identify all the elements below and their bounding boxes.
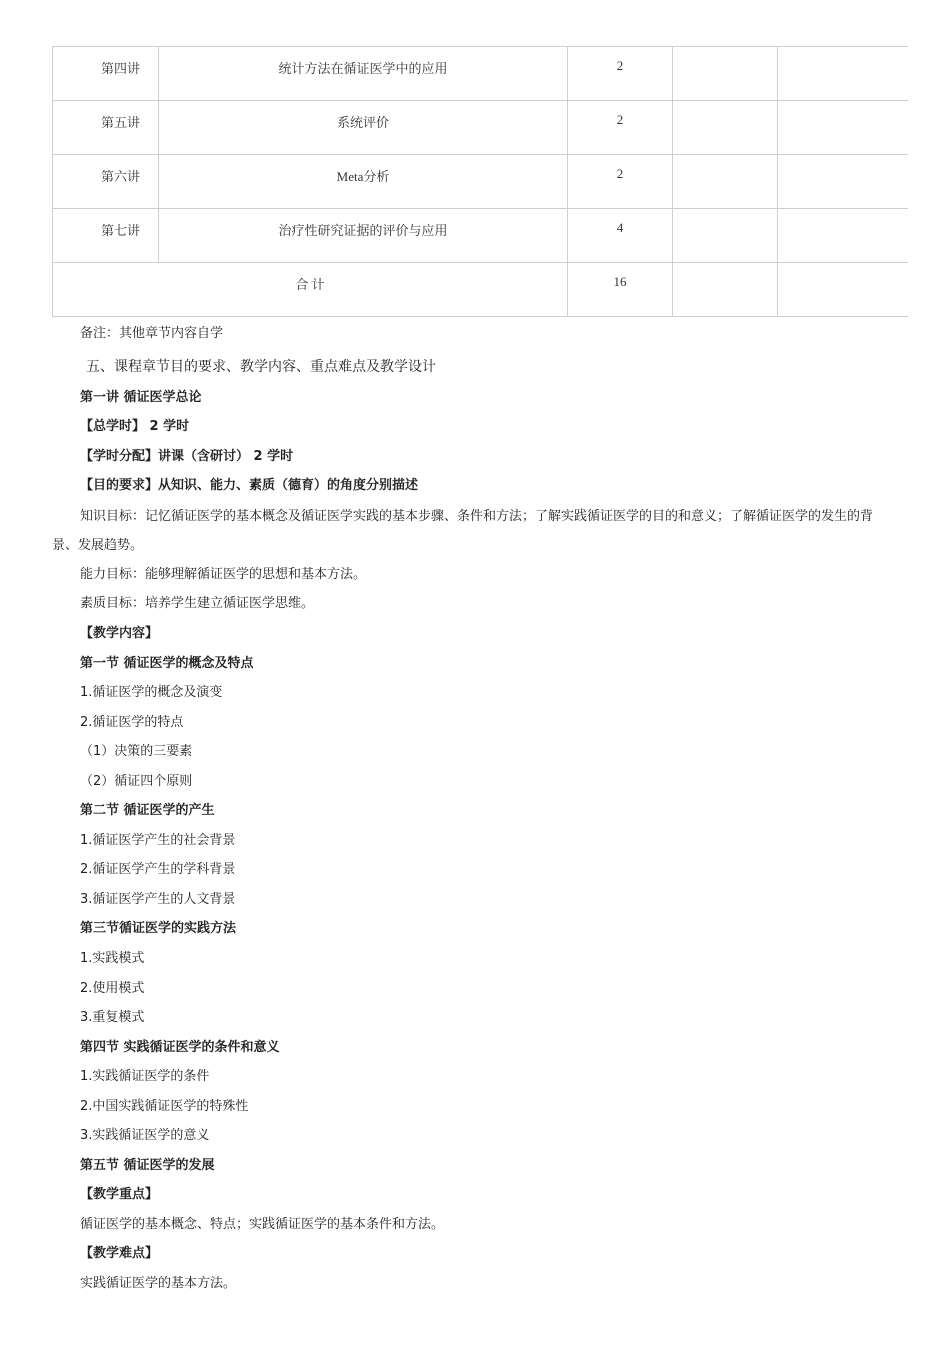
hours-cell: 4 (568, 209, 673, 263)
list-item: 1.实践循证医学的条件 (80, 1069, 210, 1084)
empty-cell (778, 209, 908, 263)
empty-cell (673, 155, 778, 209)
empty-cell (673, 101, 778, 155)
list-item: 3.实践循证医学的意义 (80, 1128, 210, 1143)
total-hours-cell: 16 (568, 263, 673, 317)
ability-goal: 能力目标：能够理解循证医学的思想和基本方法。 (80, 567, 367, 582)
section-heading: 五、课程章节目的要求、教学内容、重点难点及教学设计 (86, 359, 436, 375)
topic-cell: 治疗性研究证据的评价与应用 (159, 209, 568, 263)
empty-cell (673, 209, 778, 263)
hours-table (52, 46, 908, 317)
list-item: 2.循证医学产生的学科背景 (80, 862, 236, 877)
lecture-cell: 第六讲 (53, 155, 159, 209)
key-points: 循证医学的基本概念、特点；实践循证医学的基本条件和方法。 (80, 1217, 445, 1232)
list-item: 3.循证医学产生的人文背景 (80, 892, 236, 907)
list-item: 1.循证医学产生的社会背景 (80, 833, 236, 848)
empty-cell (778, 155, 908, 209)
hours-distribution: 【学时分配】讲课（含研讨） 2 学时 (80, 449, 294, 464)
topic-cell: 统计方法在循证医学中的应用 (159, 47, 568, 101)
empty-cell (778, 101, 908, 155)
quality-goal: 素质目标：培养学生建立循证医学思维。 (80, 596, 315, 611)
list-item: 1.实践模式 (80, 951, 145, 966)
sec3-title: 第三节循证医学的实践方法 (80, 921, 237, 936)
sec5-title: 第五节 循证医学的发展 (80, 1158, 215, 1173)
list-item: 2.循证医学的特点 (80, 715, 184, 730)
sec2-title: 第二节 循证医学的产生 (80, 803, 215, 818)
hours-cell: 2 (568, 47, 673, 101)
table-row (53, 155, 908, 209)
sec4-title: 第四节 实践循证医学的条件和意义 (80, 1040, 280, 1055)
empty-cell (673, 47, 778, 101)
sec1-title: 第一节 循证医学的概念及特点 (80, 656, 254, 671)
lecture-cell: 第五讲 (53, 101, 159, 155)
hours-cell: 2 (568, 101, 673, 155)
table-row (53, 47, 908, 101)
total-label-cell: 合 计 (53, 263, 568, 317)
empty-cell (778, 263, 908, 317)
key-points-heading: 【教学重点】 (80, 1187, 159, 1202)
table-row (53, 101, 908, 155)
topic-cell: 系统评价 (159, 101, 568, 155)
objectives-heading: 【目的要求】从知识、能力、素质（德育）的角度分别描述 (80, 478, 419, 493)
empty-cell (778, 47, 908, 101)
lecture-title: 第一讲 循证医学总论 (80, 390, 202, 405)
content-heading: 【教学内容】 (80, 626, 159, 641)
table-row (53, 209, 908, 263)
difficulties: 实践循证医学的基本方法。 (80, 1276, 237, 1291)
lecture-cell: 第七讲 (53, 209, 159, 263)
list-item: 1.循证医学的概念及演变 (80, 685, 223, 700)
difficulties-heading: 【教学难点】 (80, 1246, 159, 1261)
list-item: （2）循证四个原则 (80, 774, 193, 789)
empty-cell (673, 263, 778, 317)
list-item: （1）决策的三要素 (80, 744, 193, 759)
list-item: 3.重复模式 (80, 1010, 145, 1025)
list-item: 2.中国实践循证医学的特殊性 (80, 1099, 249, 1114)
topic-cell: Meta分析 (159, 155, 568, 209)
total-hours: 【总学时】 2 学时 (80, 419, 190, 434)
list-item: 2.使用模式 (80, 981, 145, 996)
table-total-row (53, 263, 908, 317)
table-note: 备注：其他章节内容自学 (80, 326, 224, 341)
knowledge-goal: 知识目标：记忆循证医学的基本概念及循证医学实践的基本步骤、条件和方法；了解实践循证医学的目的和意义；了解循证医学的发生的背景、发展趋势。 (52, 509, 874, 553)
lecture-cell: 第四讲 (53, 47, 159, 101)
hours-cell: 2 (568, 155, 673, 209)
